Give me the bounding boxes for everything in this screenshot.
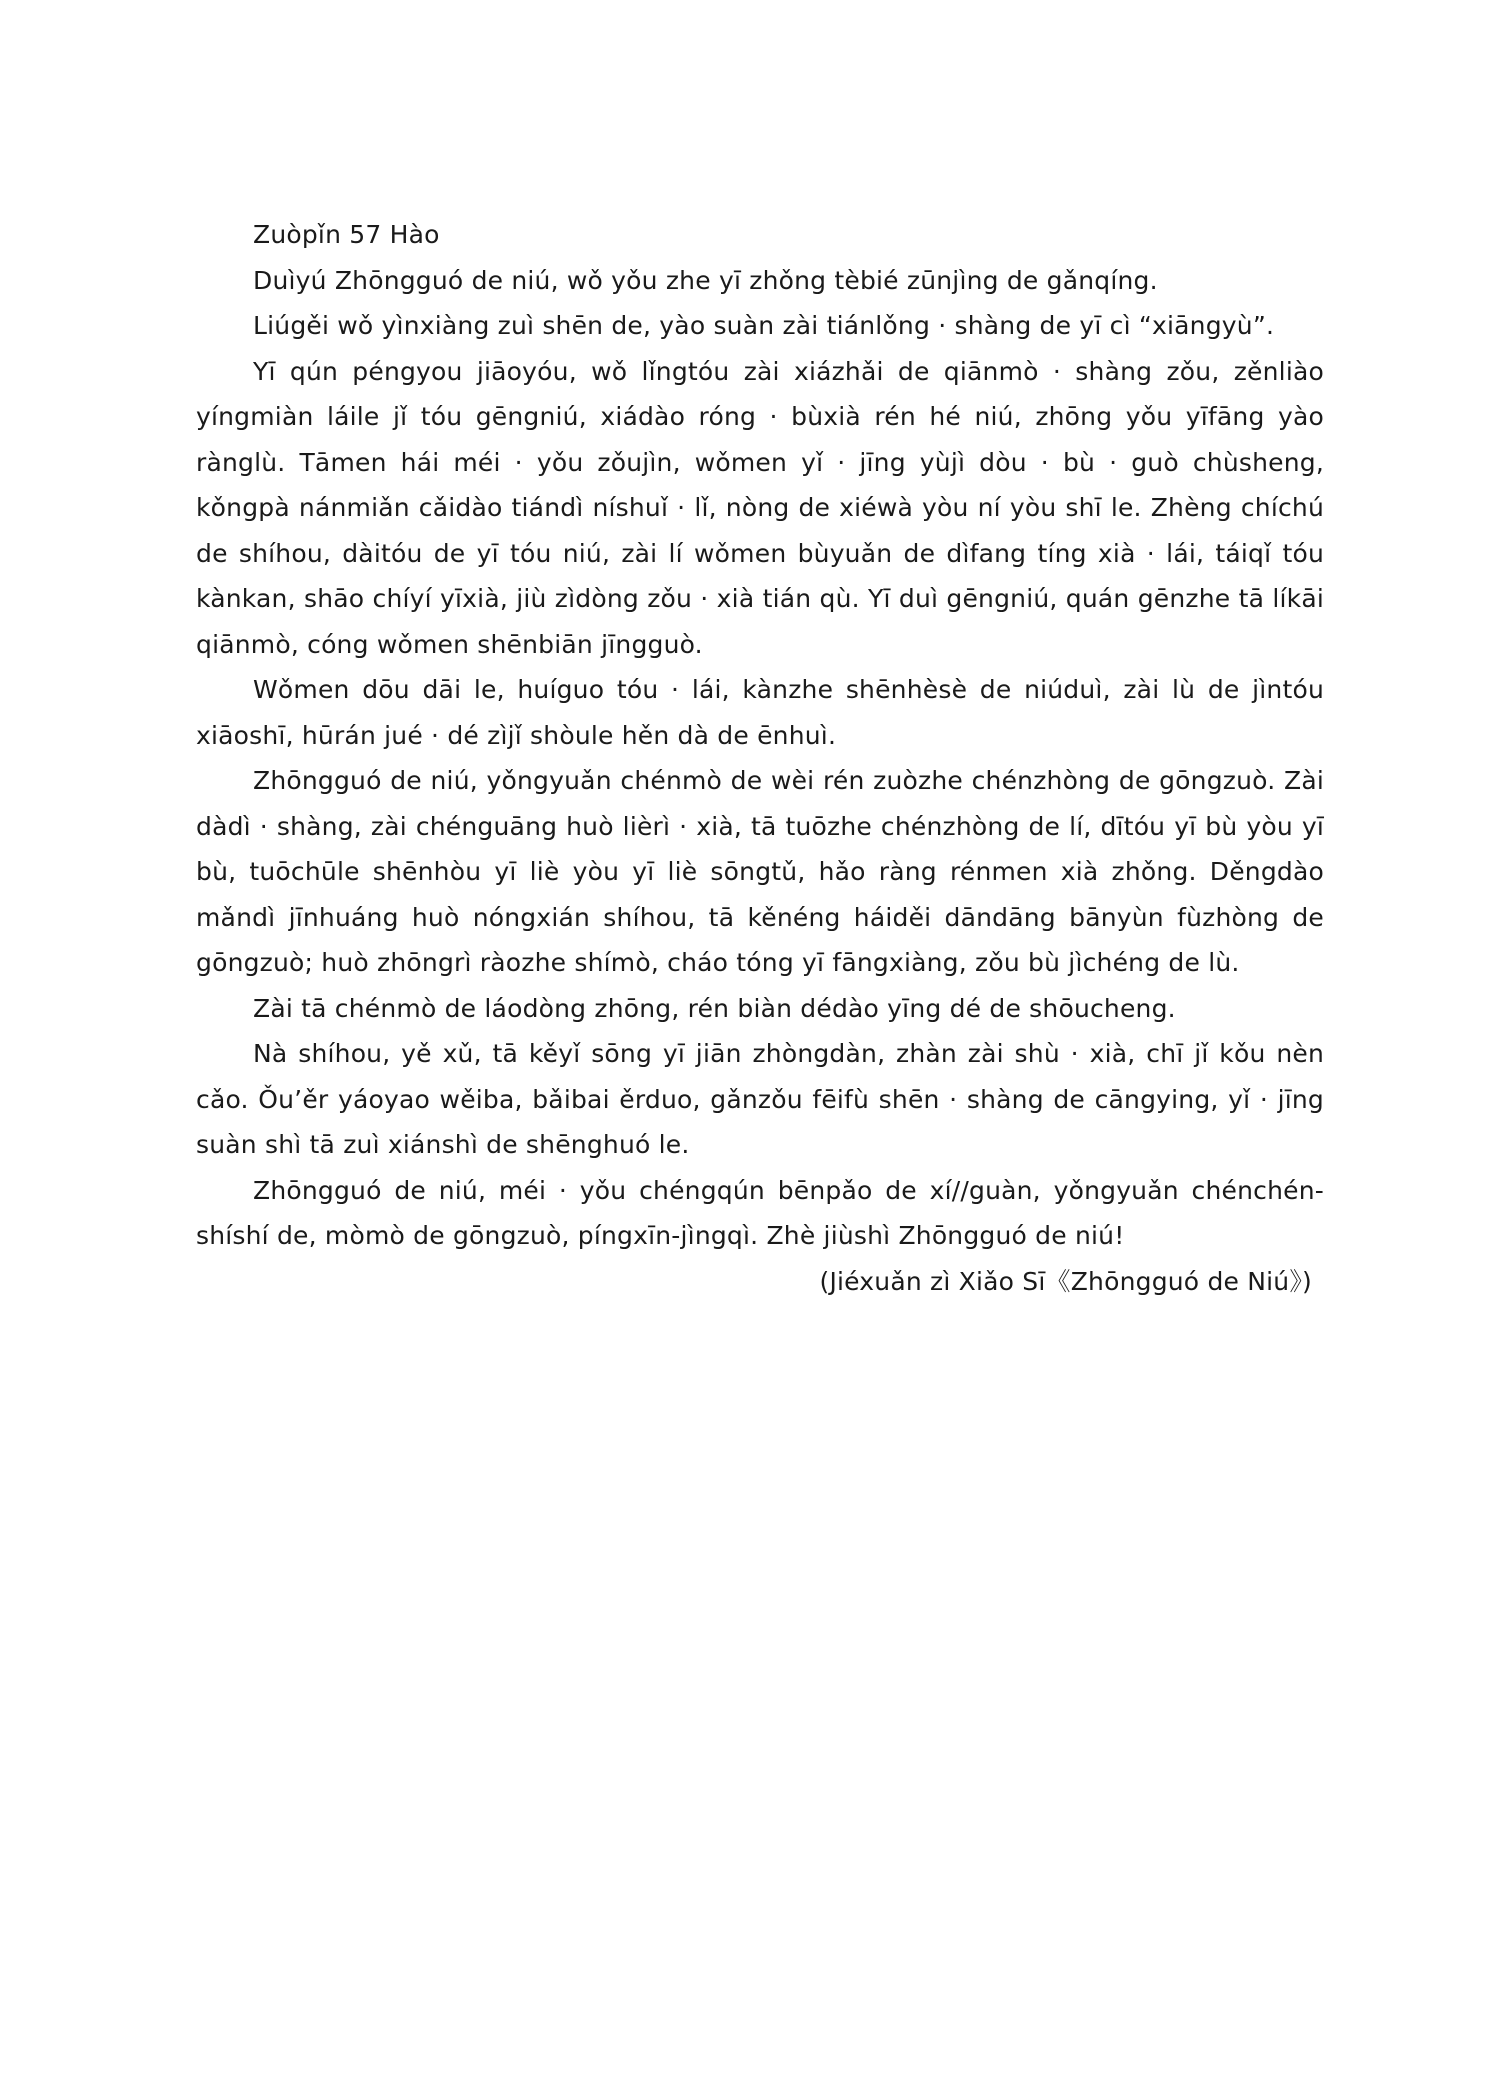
paragraph-4: Wǒmen dōu dāi le, huíguo tóu · lái, kànzhe shēnhèsè de niúduì, zài lù de jìntóu xiāoshī, hūrán jué · dé zìjǐ shòule hěn dà de ēnhuì.	[196, 675, 1324, 750]
source-citation: (Jiéxuǎn zì Xiǎo Sī《Zhōngguó de Niú》)	[819, 1266, 1312, 1296]
paragraph-3: Yī qún péngyou jiāoyóu, wǒ lǐngtóu zài xiázhǎi de qiānmò · shàng zǒu, zěnliào yíngmiàn láile jǐ tóu gēngniú, xiádào róng · bùxià rén hé niú, zhōng yǒu yīfāng yào rànglù. Tāmen hái méi · yǒu zǒujìn, wǒmen yǐ · jīng yùjì dòu · bù · guò chùsheng, kǒngpà nánmiǎn cǎidào tiándì níshuǐ · lǐ, nòng de xiéwà yòu ní yòu shī le. Zhèng chíchú de shíhou, dàitóu de yī tóu niú, zài lí wǒmen bùyuǎn de dìfang tíng xià · lái, táiqǐ tóu kànkan, shāo chíyí yīxià, jiù zìdòng zǒu · xià tián qù. Yī duì gēngniú, quán gēnzhe tā líkāi qiānmò, cóng wǒmen shēnbiān jīngguò.	[196, 356, 1324, 659]
paragraph-6: Zài tā chénmò de láodòng zhōng, rén biàn dédào yīng dé de shōucheng.	[253, 993, 1176, 1023]
paragraph-8: Zhōngguó de niú, méi · yǒu chéngqún bēnpǎo de xí//guàn, yǒngyuǎn chénchén-shíshí de, mòmò de gōngzuò, píngxīn-jìngqì. Zhè jiùshì Zhōngguó de niú!	[196, 1175, 1324, 1250]
paragraph-7: Nà shíhou, yě xǔ, tā kěyǐ sōng yī jiān zhòngdàn, zhàn zài shù · xià, chī jǐ kǒu nèn cǎo. Ǒu’ěr yáoyao wěiba, bǎibai ěrduo, gǎnzǒu fēifù shēn · shàng de cāngying, yǐ · jīng suàn shì tā zuì xiánshì de shēnghuó le.	[196, 1039, 1324, 1159]
document-body	[196, 212, 1324, 1304]
document-title: Zuòpǐn 57 Hào	[253, 220, 440, 249]
paragraph-1: Duìyú Zhōngguó de niú, wǒ yǒu zhe yī zhǒng tèbié zūnjìng de gǎnqíng.	[253, 265, 1158, 295]
paragraph-5: Zhōngguó de niú, yǒngyuǎn chénmò de wèi rén zuòzhe chénzhòng de gōngzuò. Zài dàdì · shàng, zài chénguāng huò lièrì · xià, tā tuōzhe chénzhòng de lí, dītóu yī bù yòu yī bù, tuōchūle shēnhòu yī liè yòu yī liè sōngtǔ, hǎo ràng rénmen xià zhǒng. Děngdào mǎndì jīnhuáng huò nóngxián shíhou, tā kěnéng háiděi dāndāng bānyùn fùzhòng de gōngzuò; huò zhōngrì ràozhe shímò, cháo tóng yī fāngxiàng, zǒu bù jìchéng de lù.	[196, 766, 1324, 977]
paragraph-2: Liúgěi wǒ yìnxiàng zuì shēn de, yào suàn zài tiánlǒng · shàng de yī cì “xiāngyù”.	[253, 311, 1275, 340]
